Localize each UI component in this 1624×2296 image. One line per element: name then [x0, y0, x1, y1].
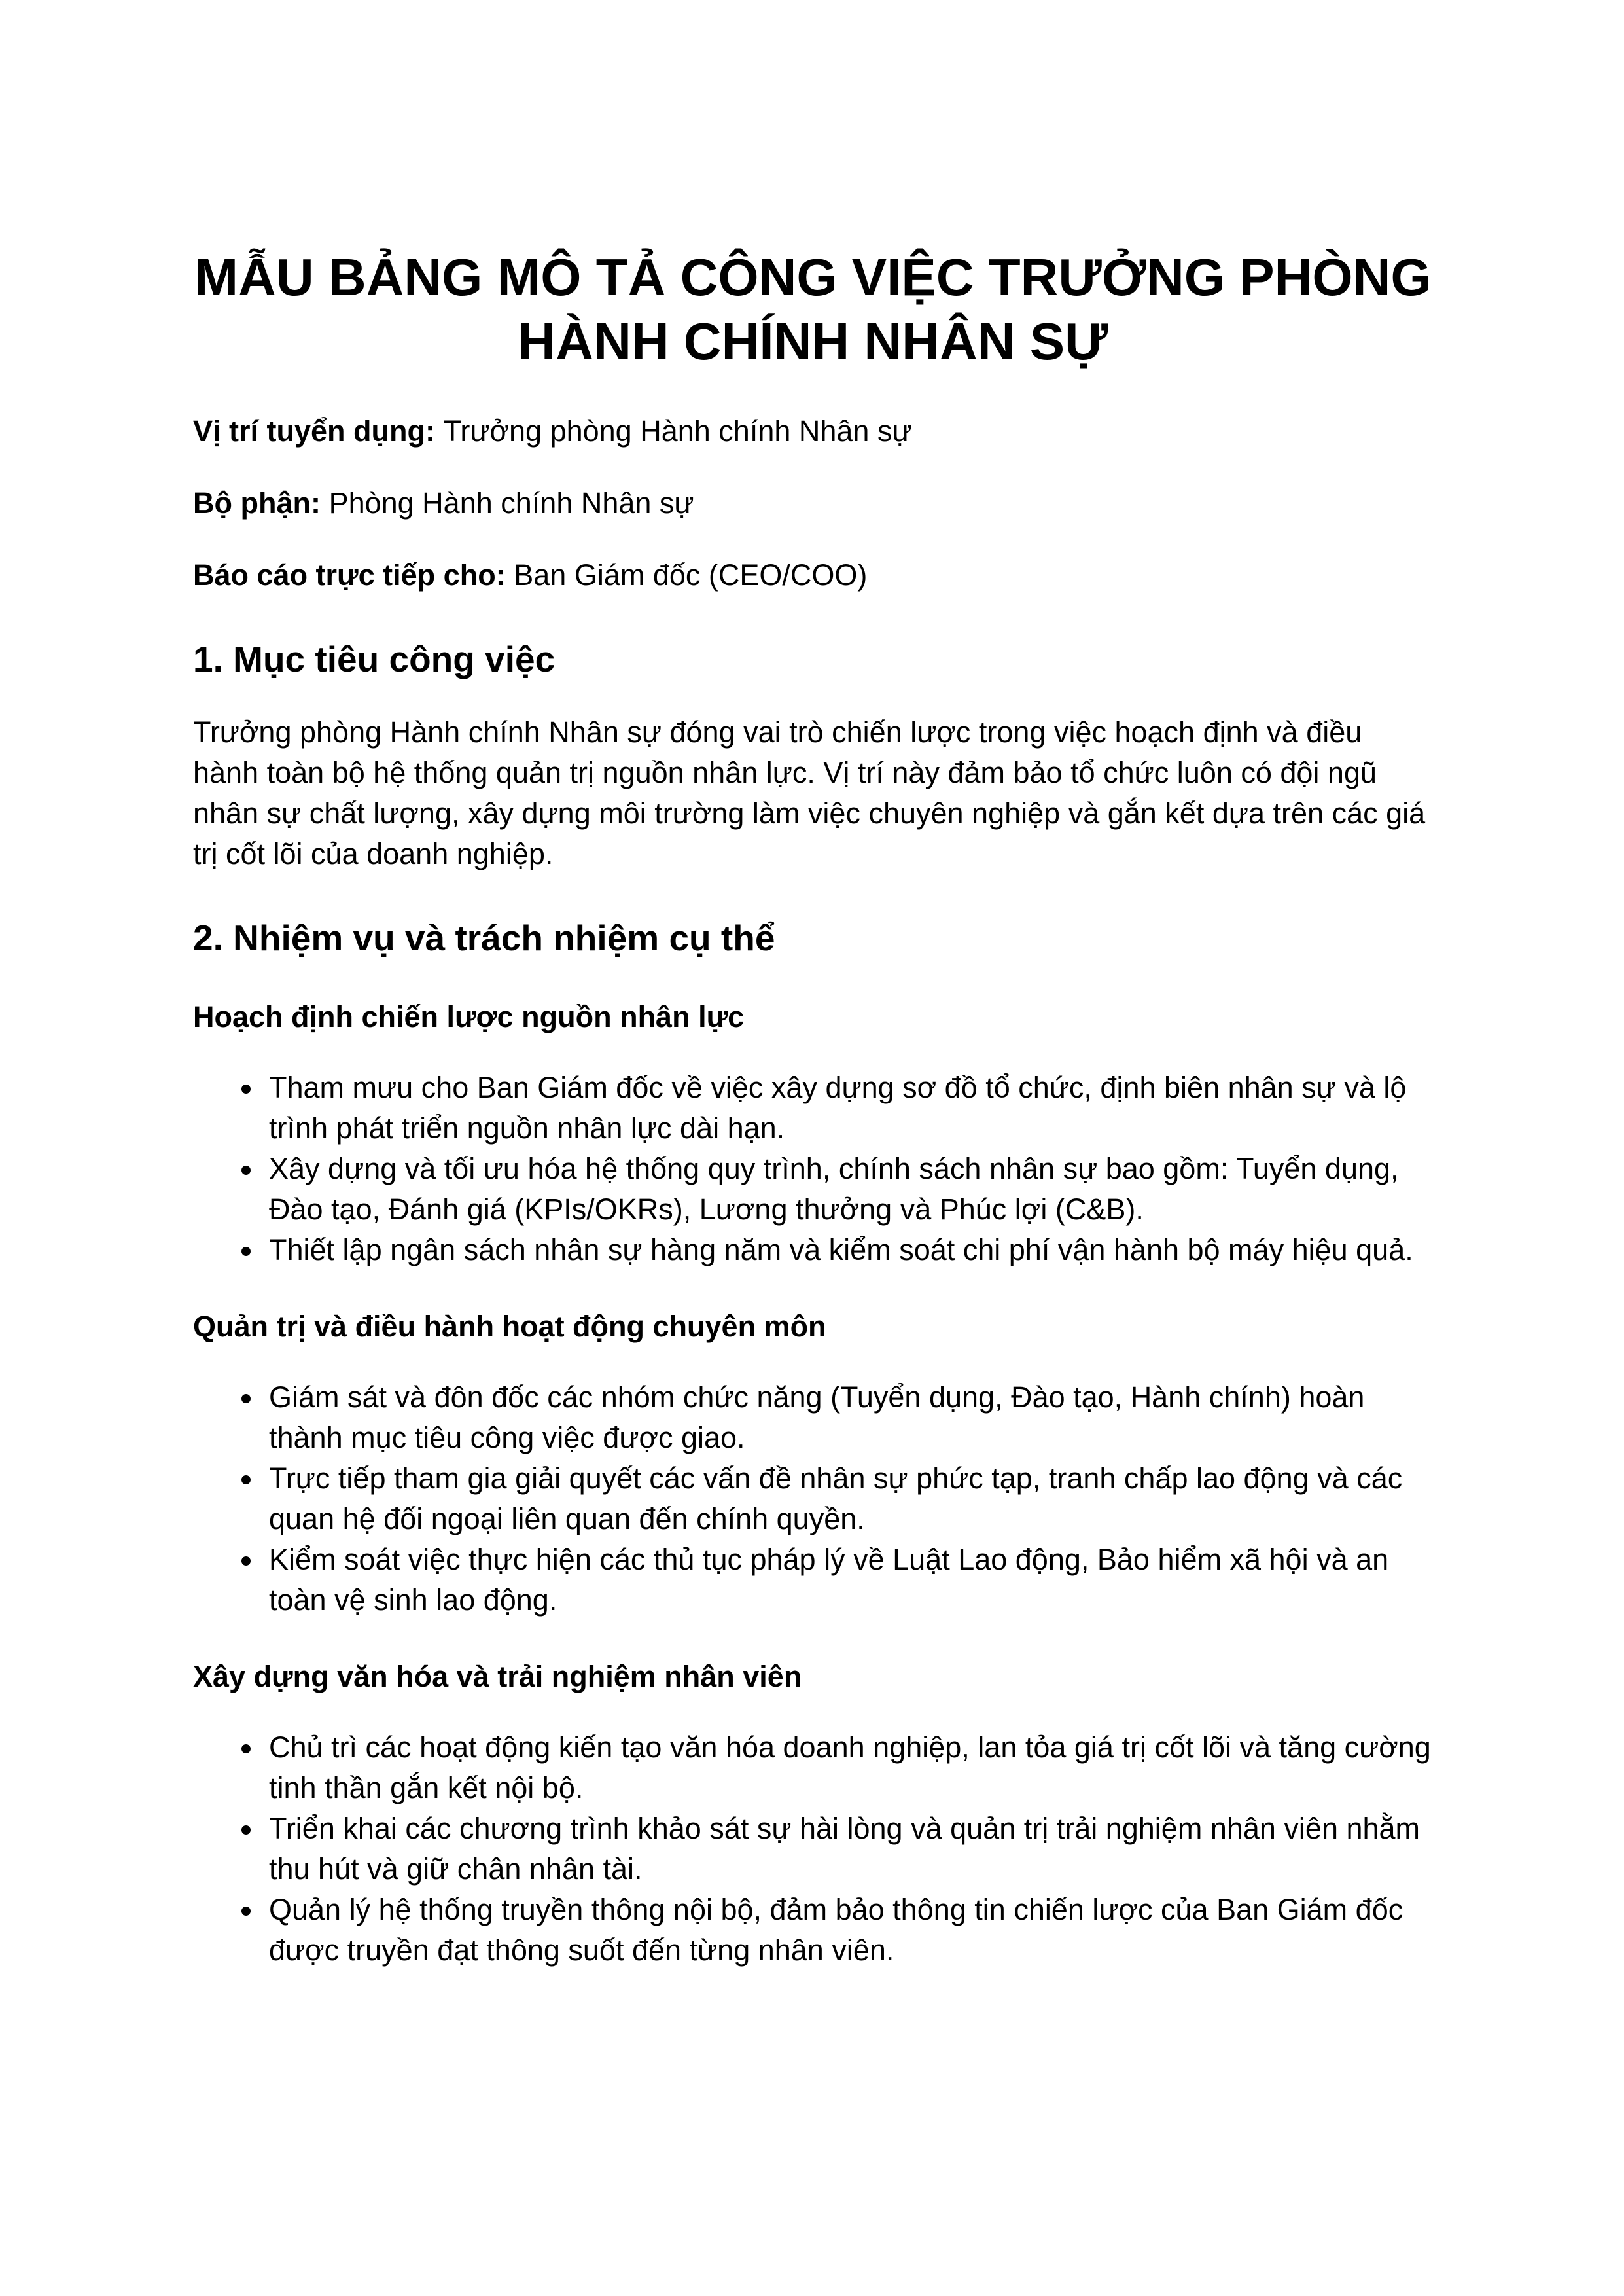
meta-label: Bộ phận:: [193, 486, 321, 520]
bullet-item: • Tham mưu cho Ban Giám đốc về việc xây dựng sơ đồ tổ chức, định biên nhân sự và lộ trình phát triển nguồn nhân lực dài hạn.: [264, 1067, 1433, 1149]
meta-line-reports-to: [193, 555, 1433, 596]
meta-line-department: [193, 483, 1433, 524]
meta-label: Báo cáo trực tiếp cho:: [193, 558, 506, 592]
section-heading-objective: 1. Mục tiêu công việc: [193, 639, 556, 680]
bullet-item: • Chủ trì các hoạt động kiến tạo văn hóa doanh nghiệp, lan tỏa giá trị cốt lõi và tăng cường tinh thần gắn kết nội bộ.: [264, 1727, 1433, 1808]
bullet-item: • Giám sát và đôn đốc các nhóm chức năng (Tuyển dụng, Đào tạo, Hành chính) hoàn thành mục tiêu công việc được giao.: [264, 1377, 1433, 1458]
meta-value: Phòng Hành chính Nhân sự: [328, 486, 694, 520]
subsection-heading-hr-strategy: Hoạch định chiến lược nguồn nhân lực: [193, 1000, 745, 1034]
meta-value: Trưởng phòng Hành chính Nhân sự: [443, 414, 912, 448]
bullet-item: • Trực tiếp tham gia giải quyết các vấn đề nhân sự phức tạp, tranh chấp lao động và các quan hệ đối ngoại liên quan đến chính quyền.: [264, 1458, 1433, 1539]
bullet-item: • Triển khai các chương trình khảo sát sự hài lòng và quản trị trải nghiệm nhân viên nhằm thu hút và giữ chân nhân tài.: [264, 1808, 1433, 1890]
document-title: MẪU BẢNG MÔ TẢ CÔNG VIỆC TRƯỞNG PHÒNG HÀNH CHÍNH NHÂN SỰ: [194, 248, 1432, 370]
meta-label: Vị trí tuyển dụng:: [193, 414, 435, 448]
bullet-item: • Thiết lập ngân sách nhân sự hàng năm và kiểm soát chi phí vận hành bộ máy hiệu quả.: [264, 1230, 1433, 1270]
bullet-item: • Quản lý hệ thống truyền thông nội bộ, đảm bảo thông tin chiến lược của Ban Giám đốc được truyền đạt thông suốt đến từng nhân viên.: [264, 1890, 1433, 1971]
bullet-list-hr-strategy: [193, 1067, 1433, 1270]
bullet-list-culture: [193, 1727, 1433, 1971]
meta-line-position: [193, 411, 1433, 452]
subsection-heading-operations: Quản trị và điều hành hoạt động chuyên môn: [193, 1310, 826, 1344]
section-heading-responsibilities: 2. Nhiệm vụ và trách nhiệm cụ thể: [193, 918, 775, 959]
bullet-item: • Xây dựng và tối ưu hóa hệ thống quy trình, chính sách nhân sự bao gồm: Tuyển dụng, Đào tạo, Đánh giá (KPIs/OKRs), Lương thưởng và Phúc lợi (C&B).: [264, 1149, 1433, 1230]
bullet-item: • Kiểm soát việc thực hiện các thủ tục pháp lý về Luật Lao động, Bảo hiểm xã hội và an toàn vệ sinh lao động.: [264, 1539, 1433, 1621]
meta-value: Ban Giám đốc (CEO/COO): [514, 558, 868, 592]
subsection-heading-culture: Xây dựng văn hóa và trải nghiệm nhân viên: [193, 1660, 802, 1694]
bullet-list-operations: [193, 1377, 1433, 1621]
body-paragraph-objective: Trưởng phòng Hành chính Nhân sự đóng vai trò chiến lược trong việc hoạch định và điều hành toàn bộ hệ thống quản trị nguồn nhân lực. Vị trí này đảm bảo tổ chức luôn có đội ngũ nhân sự chất lượng, xây dựng môi trường làm việc chuyên nghiệp và gắn kết dựa trên các giá trị cốt lõi của doanh nghiệp.: [193, 715, 1426, 871]
